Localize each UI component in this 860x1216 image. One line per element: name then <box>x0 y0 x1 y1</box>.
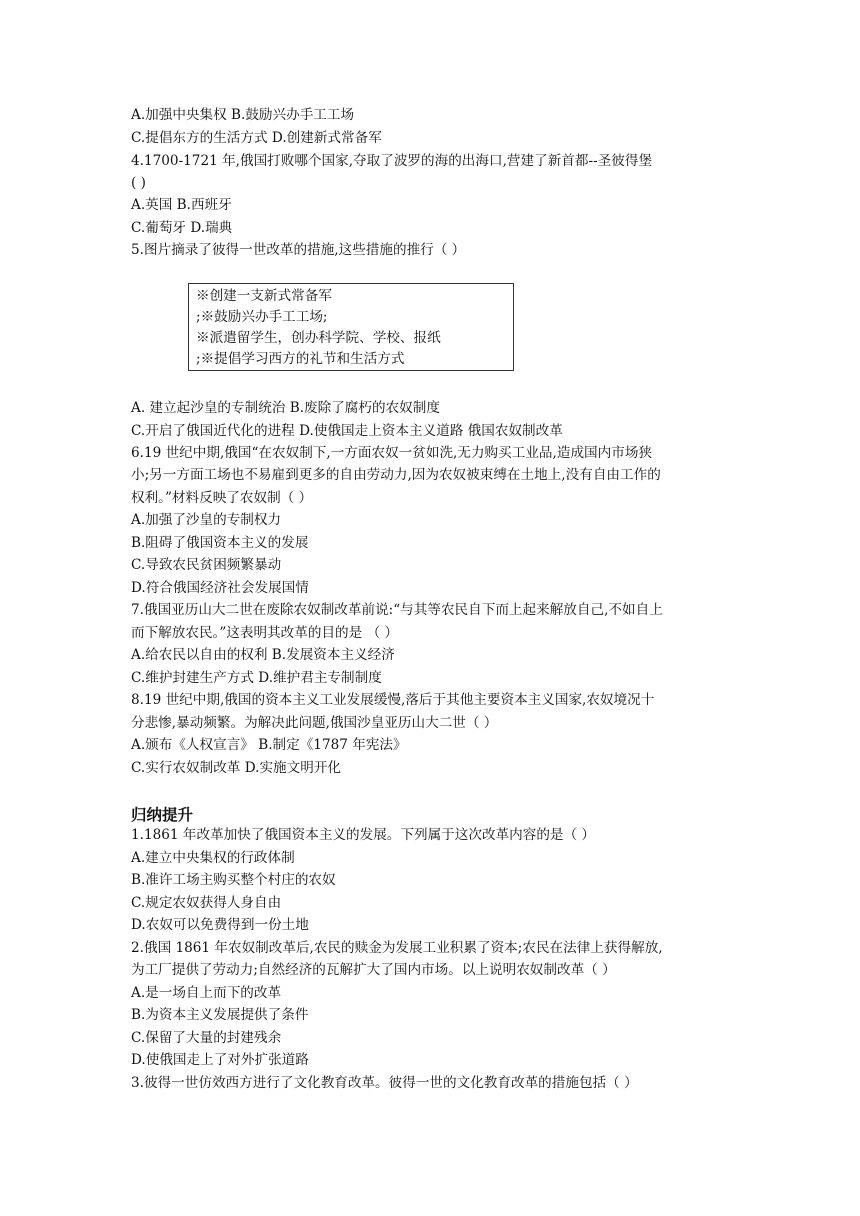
r1-stem: 1.1861 年改革加快了俄国资本主义的发展。下列属于这次改革内容的是（ ） <box>131 827 596 843</box>
q7-stem-1: 7.俄国亚历山大二世在废除农奴制改革前说:“与其等农民自下而上起来解放自己,不如自上 <box>131 602 663 618</box>
q6-stem-2: 小;另一方面工场也不易雇到更多的自由劳动力,因为农奴被束缚在土地上,没有自由工作的 <box>131 467 661 483</box>
measure-item: ;※鼓励兴办手工工场; <box>196 309 328 325</box>
r2-option-a: A.是一场自上而下的改革 <box>131 985 282 1001</box>
q6-stem-1: 6.19 世纪中期,俄国“在农奴制下,一方面农奴一贫如洗,无力购买工业品,造成国内市场狭 <box>131 445 653 461</box>
q7-options-ab: A.给农民以自由的权利 B.发展资本主义经济 <box>131 647 395 663</box>
measure-item: ※创建一支新式常备军 <box>196 288 332 304</box>
r1-option-c: C.规定农奴获得人身自由 <box>131 895 282 911</box>
q5-stem: 5.图片摘录了彼得一世改革的措施,这些措施的推行（ ） <box>131 242 466 258</box>
section-title: 归纳提升 <box>131 806 194 824</box>
q8-stem-1: 8.19 世纪中期,俄国的资本主义工业发展缓慢,落后于其他主要资本主义国家,农奴境况十 <box>131 692 655 708</box>
q3-options-ab: A.加强中央集权 B.鼓励兴办手工工场 <box>131 107 355 123</box>
r2-option-c: C.保留了大量的封建残余 <box>131 1030 282 1046</box>
q4-options-cd: C.葡萄牙 D.瑞典 <box>131 220 233 236</box>
r2-option-b: B.为资本主义发展提供了条件 <box>131 1007 309 1023</box>
q4-stem: 4.1700-1721 年,俄国打败哪个国家,夺取了波罗的海的出海口,营建了新首都--圣彼得堡 <box>131 153 653 169</box>
q8-options-ab: A.颁布《人权宣言》 B.制定《1787 年宪法》 <box>131 737 407 753</box>
q5-options-ab: A. 建立起沙皇的专制统治 B.废除了腐朽的农奴制度 <box>131 400 440 416</box>
r1-option-d: D.农奴可以免费得到一份土地 <box>131 917 309 933</box>
q6-stem-3: 权利。”材料反映了农奴制（ ） <box>131 490 313 506</box>
q5-options-cd: C.开启了俄国近代化的进程 D.使俄国走上资本主义道路 俄国农奴制改革 <box>131 423 563 439</box>
r2-stem-2: 为工厂提供了劳动力;自然经济的瓦解扩大了国内市场。以上说明农奴制改革（ ） <box>131 962 616 978</box>
q8-stem-2: 分悲惨,暴动频繁。为解决此问题,俄国沙皇亚历山大二世（ ） <box>131 715 498 731</box>
q6-option-d: D.符合俄国经济社会发展国情 <box>131 580 309 596</box>
q7-stem-2: 而下解放农民。”这表明其改革的目的是 （ ） <box>131 625 399 641</box>
r1-option-b: B.准许工场主购买整个村庄的农奴 <box>131 872 336 888</box>
r1-option-a: A.建立中央集权的行政体制 <box>131 850 295 866</box>
q4-options-ab: A.英国 B.西班牙 <box>131 197 232 213</box>
q6-option-c: C.导致农民贫困频繁暴动 <box>131 557 282 573</box>
q7-options-cd: C.维护封建生产方式 D.维护君主专制制度 <box>131 670 382 686</box>
q6-option-b: B.阻碍了俄国资本主义的发展 <box>131 535 309 551</box>
r2-stem-1: 2.俄国 1861 年农奴制改革后,农民的赎金为发展工业积累了资本;农民在法律上获得解放, <box>131 940 663 956</box>
q3-options-cd: C.提倡东方的生活方式 D.创建新式常备军 <box>131 130 382 146</box>
measures-box <box>188 283 514 371</box>
measure-item: ;※提倡学习西方的礼节和生活方式 <box>196 351 405 367</box>
r3-stem: 3.彼得一世仿效西方进行了文化教育改革。彼得一世的文化教育改革的措施包括（ ） <box>131 1075 638 1091</box>
q4-blank: ( ) <box>131 175 146 191</box>
q8-options-cd: C.实行农奴制改革 D.实施文明开化 <box>131 760 342 776</box>
measure-item: ※派遣留学生，创办科学院、学校、报纸 <box>196 330 441 346</box>
q6-option-a: A.加强了沙皇的专制权力 <box>131 512 282 528</box>
r2-option-d: D.使俄国走上了对外扩张道路 <box>131 1052 309 1068</box>
